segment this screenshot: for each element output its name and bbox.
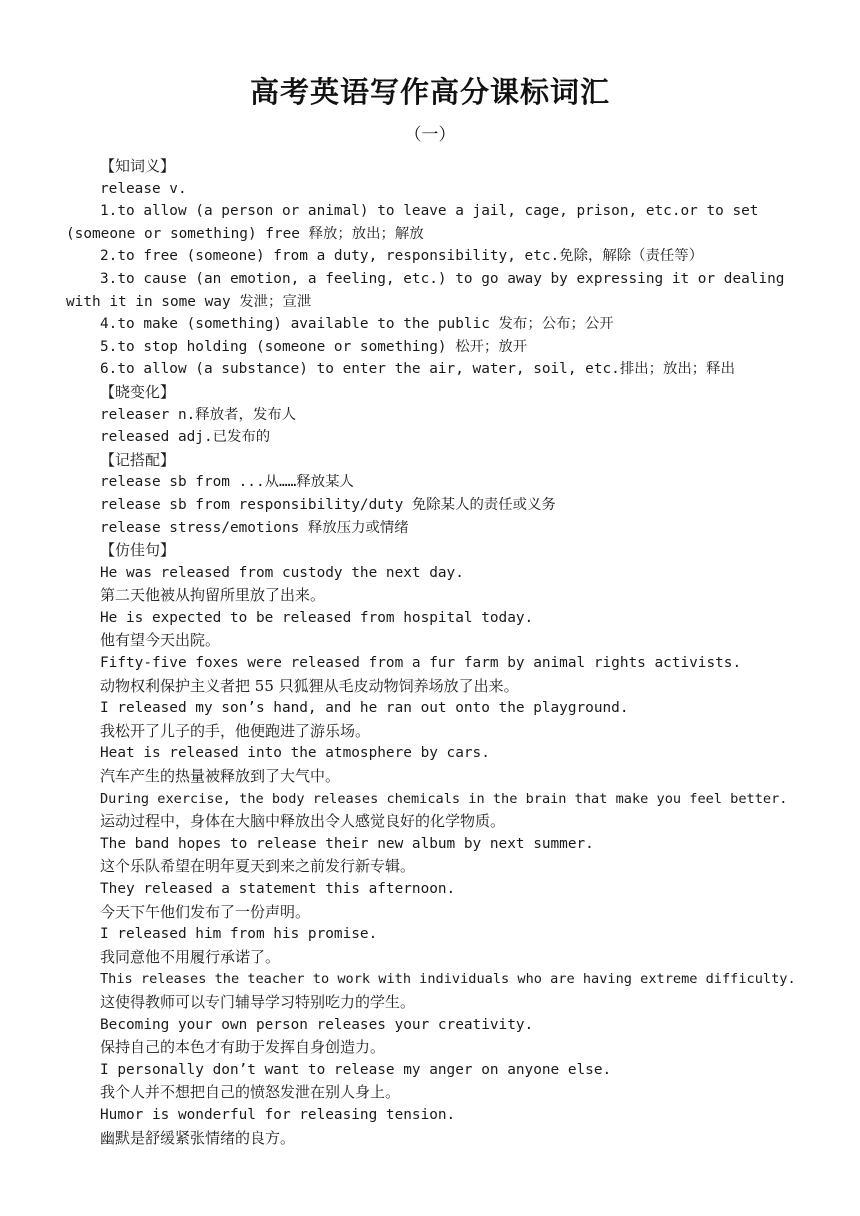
example-zh: 这使得教师可以专门辅导学习特别吃力的学生。 <box>100 992 416 1011</box>
headword: release v. <box>100 180 187 197</box>
example-en: I personally don’t want to release my anger on anyone else. <box>100 1061 612 1078</box>
form-item: releaser n.释放者，发布人 <box>100 406 297 423</box>
example-zh: 他有望今天出院。 <box>100 631 221 650</box>
example-en: They released a statement this afternoon. <box>100 881 456 897</box>
example-zh: 今天下午他们发布了一份声明。 <box>100 902 311 921</box>
example-zh: 保持自己的本色才有助于发挥自身创造力。 <box>100 1038 386 1057</box>
section-heading-collocations: 【记搭配】 <box>100 450 176 469</box>
example-zh: 第二天他被从拘留所里放了出来。 <box>100 586 326 605</box>
example-en: I released my son’s hand, and he ran out onto the playground. <box>100 700 629 717</box>
example-zh: 我松开了儿子的手，他便跑进了游乐场。 <box>100 721 371 740</box>
form-item: released adj.已发布的 <box>100 429 271 446</box>
collocation-item: release sb from ...从……释放某人 <box>100 474 354 491</box>
example-zh: 这个乐队希望在明年夏天到来之前发行新专辑。 <box>100 857 416 876</box>
sense-6: 6.to allow (a substance) to enter the air, water, soil, etc.排出；放出；释出 <box>100 361 735 378</box>
example-en: Humor is wonderful for releasing tension. <box>100 1106 456 1123</box>
collocation-item: release stress/emotions 释放压力或情绪 <box>100 519 409 536</box>
sense-1: 1.to allow (a person or animal) to leave a jail, cage, prison, etc.or to set (someone or something) free 释放；放出；解放 <box>66 203 759 242</box>
example-en: The band hopes to release their new album by next summer. <box>100 835 594 852</box>
page-title: 高考英语写作高分课标词汇 <box>249 75 610 109</box>
sense-2: 2.to free (someone) from a duty, responsibility, etc.免除，解除（责任等） <box>100 248 704 265</box>
section-heading-forms: 【晓变化】 <box>100 382 176 401</box>
example-en: Heat is released into the atmosphere by cars. <box>100 745 490 762</box>
collocation-item: release sb from responsibility/duty 免除某人的责任或义务 <box>100 496 556 513</box>
example-en: This releases the teacher to work with individuals who are having extreme difficulty. <box>100 971 796 988</box>
example-zh: 我同意他不用履行承诺了。 <box>100 947 281 966</box>
example-zh: 汽车产生的热量被释放到了大气中。 <box>100 767 341 786</box>
example-en: I released him from his promise. <box>100 926 378 943</box>
sense-3: 3.to cause (an emotion, a feeling, etc.) to go away by expressing it or dealing with it in some way 发泄；宣泄 <box>66 270 785 310</box>
section-heading-meaning: 【知词义】 <box>100 157 176 175</box>
example-en: He was released from custody the next day. <box>100 564 464 581</box>
example-en: During exercise, the body releases chemicals in the brain that make you feel better. <box>100 790 788 807</box>
sense-5: 5.to stop holding (someone or something) 松开；放开 <box>100 338 528 355</box>
example-en: Becoming your own person releases your creativity. <box>100 1016 534 1033</box>
page-subtitle: （一） <box>404 125 456 145</box>
example-zh: 幽默是舒缓紧张情绪的良方。 <box>100 1128 296 1147</box>
example-zh: 动物权利保护主义者把 55 只狐狸从毛皮动物饲养场放了出来。 <box>100 676 519 695</box>
example-zh: 我个人并不想把自己的愤怒发泄在别人身上。 <box>100 1083 401 1102</box>
sense-4: 4.to make (something) available to the public 发布；公布；公开 <box>100 316 614 333</box>
document-body <box>66 155 798 1149</box>
example-zh: 运动过程中，身体在大脑中释放出令人感觉良好的化学物质。 <box>100 812 506 831</box>
example-en: Fifty-five foxes were released from a fur farm by animal rights activists. <box>100 655 742 672</box>
example-list <box>66 562 798 1149</box>
section-heading-examples: 【仿佳句】 <box>100 541 176 560</box>
example-en: He is expected to be released from hospital today. <box>100 609 534 626</box>
